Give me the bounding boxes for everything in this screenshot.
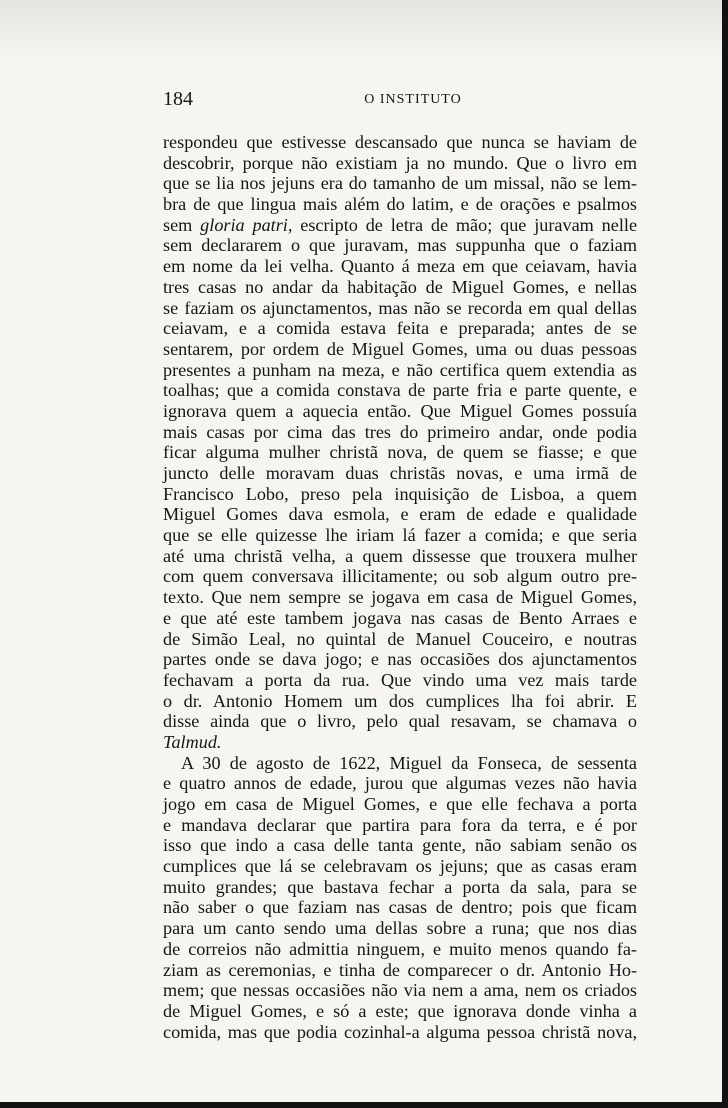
text-fragment: sem <box>163 214 193 235</box>
text-line: sem declararem o que juravam, mas suppunha que o faziam <box>163 235 637 256</box>
text-line: Francisco Lobo, preso pela inquisição de Lisboa, a quem <box>163 483 637 504</box>
text-line: e que até este tambem jogava nas casas de Bento Arraes e <box>163 607 637 628</box>
text-line: ziam as ceremonias, e tinha de comparecer o dr. Antonio Ho- <box>163 959 637 980</box>
text-line: respondeu que estivesse descansado que nunca se haviam de <box>163 132 637 152</box>
text-line: juncto delle moravam duas christãs novas, e uma irmã de <box>163 463 637 483</box>
page-header <box>163 88 633 110</box>
paragraph-start: A 30 de agosto de 1622, Miguel da Fonseca, de sessenta <box>181 752 637 773</box>
text-line: ceiavam, e a comida estava feita e preparada; antes de se <box>163 318 637 339</box>
text-line: toalhas; que a comida constava de parte fria e parte quente, e <box>163 380 637 401</box>
text-line: em nome da lei velha. Quanto á meza em que ceiavam, havia <box>163 256 637 277</box>
text-line: ficar alguma mulher christã nova, de quem se fiasse; e que <box>163 442 637 463</box>
text-line: presentes a punham na meza, e não certifica quem extendia as <box>163 359 637 380</box>
text-line <box>163 732 637 753</box>
text-line: para um canto sendo uma dellas sobre a runa; que nos dias <box>163 918 637 939</box>
running-title: O INSTITUTO <box>364 92 462 107</box>
italic-word-talmud: Talmud. <box>163 731 222 752</box>
text-line: o dr. Antonio Homem um dos cumplices lha foi abrir. E <box>163 690 637 711</box>
text-line: bra de que lingua mais além do latim, e de orações e psalmos <box>163 194 637 215</box>
text-line: texto. Que nem sempre se jogava em casa de Miguel Gomes, <box>163 587 637 608</box>
text-line: descobrir, porque não existiam ja no mundo. Que o livro em <box>163 152 637 173</box>
text-line: e quatro annos de edade, jurou que algumas vezes não havia <box>163 773 637 794</box>
text-line: cumplices que lá se celebravam os jejuns; que as casas eram <box>163 856 637 877</box>
text-line: fechavam a porta da rua. Que vindo uma vez mais tarde <box>163 669 637 690</box>
text-line: mais casas por cima das tres do primeiro andar, onde podia <box>163 421 637 442</box>
text-line: não saber o que faziam nas casas de dentro; pois que ficam <box>163 897 637 918</box>
text-line: que se lia nos jejuns era do tamanho de um missal, não se lem- <box>163 173 637 194</box>
text-line: e mandava declarar que partira para fora da terra, e é por <box>163 814 637 835</box>
text-line: isso que indo a casa delle tanta gente, não sabiam senão os <box>163 835 637 856</box>
text-line: de Miguel Gomes, e só a este; que ignorava donde vinha a <box>163 1000 637 1021</box>
text-fragment: escripto de letra de mão; que juravam nelle <box>300 214 638 235</box>
text-line: se faziam os ajunctamentos, mas não se recorda em qual dellas <box>163 297 637 318</box>
text-line: mem; que nessas occasiões não via nem a ama, nem os criados <box>163 980 637 1001</box>
text-line: partes onde se dava jogo; e nas occasiões dos ajunctamentos <box>163 649 637 670</box>
text-line: disse ainda que o livro, pelo qual resavam, se chamava o <box>163 711 637 732</box>
text-line: com quem conversava illicitamente; ou sob algum outro pre- <box>163 566 637 587</box>
text-line: que se elle quizesse lhe iriam lá fazer a comida; e que seria <box>163 525 637 546</box>
text-line: ignorava quem a aquecia então. Que Miguel Gomes possuía <box>163 400 637 421</box>
text-line: de correios não admittia ninguem, e muito menos quando fa- <box>163 938 637 959</box>
text-line: Miguel Gomes dava esmola, e eram de edade e qualidade <box>163 504 637 525</box>
text-line: tres casas no andar da habitação de Miguel Gomes, e nellas <box>163 276 637 297</box>
text-line: jogo em casa de Miguel Gomes, e que elle fechava a porta <box>163 794 637 814</box>
text-line: comida, mas que podia cozinhal-a alguma pessoa christã nova, <box>163 1021 637 1042</box>
body-text <box>163 132 637 1042</box>
text-line <box>163 215 637 236</box>
text-line: sentarem, por ordem de Miguel Gomes, uma ou duas pessoas <box>163 338 637 359</box>
page-number: 184 <box>163 88 193 110</box>
italic-phrase: gloria patri, <box>200 214 293 235</box>
text-line: de Simão Leal, no quintal de Manuel Couceiro, e noutras <box>163 628 637 649</box>
text-line: até uma christã velha, a quem dissesse que trouxera mulher <box>163 545 637 566</box>
text-line: muito grandes; que bastava fechar a porta da sala, para se <box>163 876 637 897</box>
